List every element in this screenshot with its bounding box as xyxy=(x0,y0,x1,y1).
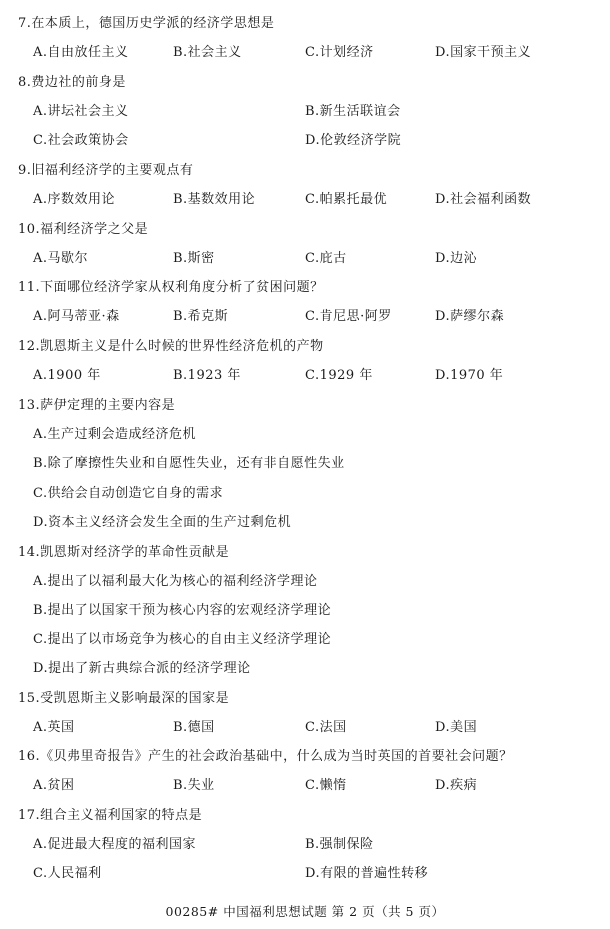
question-stem: 12.凯恩斯主义是什么时候的世界性经济危机的产物 xyxy=(18,339,324,354)
option[interactable]: B.德国 xyxy=(173,720,215,735)
option[interactable]: D.美国 xyxy=(435,720,478,735)
option[interactable]: D.提出了新古典综合派的经济学理论 xyxy=(33,661,251,676)
options-row xyxy=(33,862,593,882)
option[interactable]: B.强制保险 xyxy=(305,837,374,852)
option[interactable]: A.1900 年 xyxy=(33,368,101,383)
option[interactable]: D.有限的普遍性转移 xyxy=(305,866,429,881)
option[interactable]: A.自由放任主义 xyxy=(33,45,129,60)
option[interactable]: C.社会政策协会 xyxy=(33,133,129,148)
question-stem: 8.费边社的前身是 xyxy=(18,75,126,90)
option[interactable]: B.新生活联谊会 xyxy=(305,104,401,119)
option[interactable]: A.生产过剩会造成经济危机 xyxy=(33,427,197,442)
options-row xyxy=(33,833,593,853)
options-row xyxy=(33,129,593,149)
option[interactable]: A.促进最大程度的福利国家 xyxy=(33,837,197,852)
option[interactable]: C.肯尼思·阿罗 xyxy=(305,309,392,324)
question-stem: 10.福利经济学之父是 xyxy=(18,222,149,237)
option[interactable]: D.萨缪尔森 xyxy=(435,309,505,324)
option[interactable]: C.法国 xyxy=(305,720,347,735)
question-stem: 13.萨伊定理的主要内容是 xyxy=(18,398,176,413)
question-stem: 14.凯恩斯对经济学的革命性贡献是 xyxy=(18,545,230,560)
option[interactable]: A.贫困 xyxy=(33,778,75,793)
options-row xyxy=(33,188,593,208)
option[interactable]: C.人民福利 xyxy=(33,866,102,881)
option[interactable]: B.失业 xyxy=(173,778,215,793)
option[interactable]: A.提出了以福利最大化为核心的福利经济学理论 xyxy=(33,574,318,589)
option[interactable]: C.供给会自动创造它自身的需求 xyxy=(33,486,224,501)
options-row xyxy=(33,41,593,61)
option[interactable]: B.基数效用论 xyxy=(173,192,256,207)
option[interactable]: D.1970 年 xyxy=(435,368,504,383)
option[interactable]: B.社会主义 xyxy=(173,45,242,60)
option[interactable]: C.庇古 xyxy=(305,251,347,266)
option[interactable]: B.1923 年 xyxy=(173,368,241,383)
options-row xyxy=(33,716,593,736)
question-stem: 16.《贝弗里奇报告》产生的社会政治基础中，什么成为当时英国的首要社会问题？ xyxy=(18,749,513,764)
option[interactable]: B.除了摩擦性失业和自愿性失业，还有非自愿性失业 xyxy=(33,456,345,471)
question-stem: 15.受凯恩斯主义影响最深的国家是 xyxy=(18,691,230,706)
question-stem: 17.组合主义福利国家的特点是 xyxy=(18,808,203,823)
option[interactable]: B.斯密 xyxy=(173,251,215,266)
option[interactable]: A.序数效用论 xyxy=(33,192,116,207)
option[interactable]: A.讲坛社会主义 xyxy=(33,104,129,119)
option[interactable]: D.边沁 xyxy=(435,251,478,266)
option[interactable]: D.国家干预主义 xyxy=(435,45,532,60)
options-row xyxy=(33,247,593,267)
option[interactable]: A.马歇尔 xyxy=(33,251,89,266)
page-footer: 00285# 中国福利思想试题 第 2 页（共 5 页） xyxy=(165,904,445,919)
option[interactable]: C.懒惰 xyxy=(305,778,347,793)
option[interactable]: D.疾病 xyxy=(435,778,478,793)
option[interactable]: C.帕累托最优 xyxy=(305,192,388,207)
option[interactable]: C.1929 年 xyxy=(305,368,373,383)
option[interactable]: B.提出了以国家干预为核心内容的宏观经济学理论 xyxy=(33,603,332,618)
option[interactable]: D.社会福利函数 xyxy=(435,192,532,207)
option[interactable]: A.英国 xyxy=(33,720,75,735)
question-stem: 9.旧福利经济学的主要观点有 xyxy=(18,163,194,178)
options-row xyxy=(33,100,593,120)
option[interactable]: D.资本主义经济会发生全面的生产过剩危机 xyxy=(33,515,292,530)
option[interactable]: A.阿马蒂亚·森 xyxy=(33,309,120,324)
options-row xyxy=(33,774,593,794)
option[interactable]: B.希克斯 xyxy=(173,309,229,324)
option[interactable]: C.提出了以市场竞争为核心的自由主义经济学理论 xyxy=(33,632,332,647)
option[interactable]: C.计划经济 xyxy=(305,45,374,60)
options-row xyxy=(33,305,593,325)
question-stem: 7.在本质上，德国历史学派的经济学思想是 xyxy=(18,16,275,31)
question-stem: 11.下面哪位经济学家从权利角度分析了贫困问题？ xyxy=(18,280,324,295)
options-row xyxy=(33,364,593,384)
option[interactable]: D.伦敦经济学院 xyxy=(305,133,402,148)
